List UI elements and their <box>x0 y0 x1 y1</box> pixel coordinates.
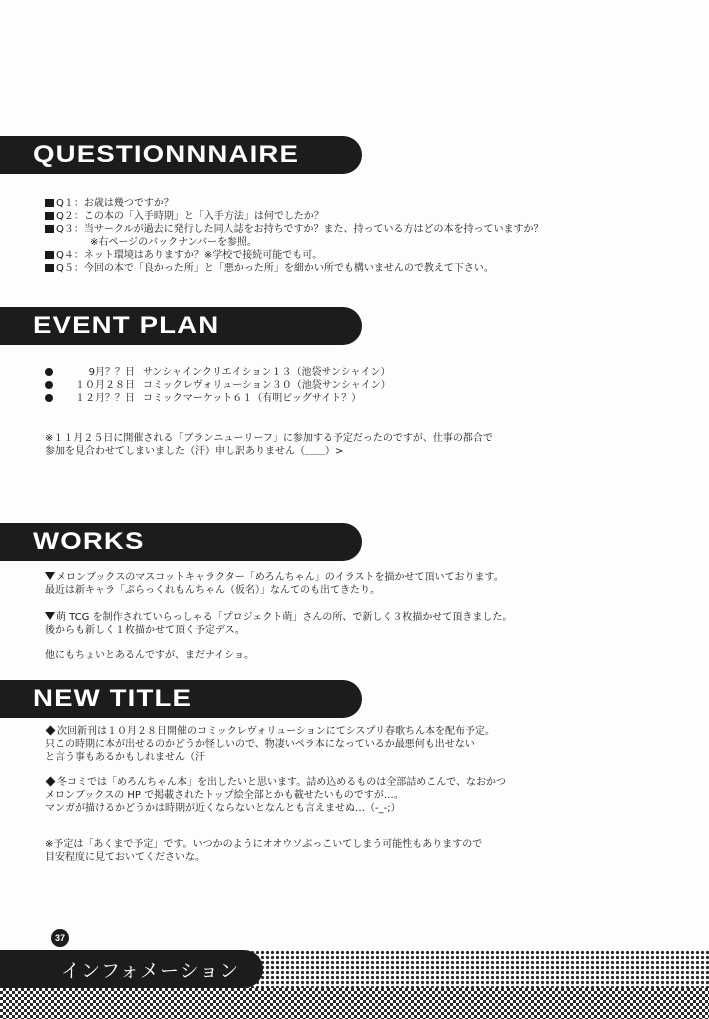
questionnaire-banner <box>0 136 362 174</box>
works-line: 他にもちょいとあるんですが、まだナイショ。 <box>45 650 255 661</box>
new-title-line: 次回新刊は１０月２８日開催のコミックレヴォリューションにてシスプリ春歌ちん本を配布予定。 <box>45 726 495 738</box>
new-title-banner <box>0 680 362 718</box>
new-title-heading: NEW TITLE <box>33 685 193 712</box>
questionnaire-heading: QUESTIONNNAIRE <box>33 141 300 168</box>
diamond-bullet-icon <box>46 726 56 736</box>
new-title-note: ※予定は「あくまで予定」です。いつかのようにオオウソぶっこいてしまう可能性もありますので <box>45 839 483 850</box>
new-title-line: メロンブックスの HP で掲載されたトップ絵全部とかも載せたいものですが…。 <box>45 790 404 801</box>
round-bullet-icon <box>45 381 53 389</box>
page-number-badge: 37 <box>51 929 69 947</box>
event-item: 9月？？日 サンシャインクリエイション１３（池袋サンシャイン） <box>45 367 391 379</box>
question-note: ※右ページのバックナンバーを参照。 <box>90 237 257 248</box>
new-title-line: と言う事もあるかもしれません（汗 <box>45 752 205 763</box>
new-title-note: 目安程度に見ておいてくださいな。 <box>45 852 205 863</box>
question-item: Q２：この本の「入手時期」と「入手方法」は何でしたか？ <box>45 211 324 223</box>
event-item: １２月？？日 コミックマーケット６１（有明ビッグサイト？） <box>45 393 361 405</box>
round-bullet-icon <box>45 368 53 376</box>
works-line: 後からも新しく１枚描かせて頂く予定デス。 <box>45 625 245 636</box>
works-heading: WORKS <box>33 528 145 555</box>
square-bullet-icon <box>45 251 54 259</box>
event-note: ※１１月２５日に開催される「ブランニューリーフ」に参加する予定だったのですが、仕事の都合で <box>45 433 493 444</box>
square-bullet-icon <box>45 225 54 233</box>
footer-checker-pattern <box>0 988 709 1019</box>
square-bullet-icon <box>45 212 54 220</box>
event-plan-banner <box>0 307 362 345</box>
event-note: 参加を見合わせてしまいました（汗）申し訳ありません（＿＿）> <box>45 446 344 457</box>
question-item: Q３：当サークルが過去に発行した同人誌をお持ちですか？また、持っている方はどの本を持っていますか？ <box>45 224 543 236</box>
square-bullet-icon <box>45 199 54 207</box>
works-line: メロンブックスのマスコットキャラクター「めろんちゃん」のイラストを描かせて頂いております。 <box>45 572 504 584</box>
square-bullet-icon <box>45 264 54 272</box>
triangle-bullet-icon <box>45 572 55 580</box>
works-banner <box>0 523 362 561</box>
new-title-line: 冬コミでは「めろんちゃん本」を出したいと思います。詰め込めるものは全部詰めこんで、なおかつ <box>45 777 506 789</box>
diamond-bullet-icon <box>46 777 56 787</box>
question-item: Q５：今回の本で「良かった所」と「悪かった所」を細かい所でも構いませんので教えて下さい。 <box>45 263 494 275</box>
works-line: 萌 TCG を制作されていらっしゃる「プロジェクト萌」さんの所、で新しく３枚描かせて頂きました。 <box>45 612 512 624</box>
new-title-line: マンガが描けるかどうかは時期が近くならないとなんとも言えませぬ…（-_-;） <box>45 803 401 814</box>
new-title-line: 只この時期に本が出せるのかどうか怪しいので、物凄いペラ本になっているか最悪何も出せない <box>45 739 475 750</box>
round-bullet-icon <box>45 394 53 402</box>
event-plan-heading: EVENT PLAN <box>33 312 220 339</box>
footer-title: インフォメーション <box>51 950 263 988</box>
question-item: Q４：ネット環境はありますか？※学校で接続可能でも可。 <box>45 250 322 262</box>
works-line: 最近は新キャラ「ぷらっくれもんちゃん（仮名）」なんてのも出てきたり。 <box>45 585 380 596</box>
question-item: Q１：お歳は幾つですか？ <box>45 198 174 210</box>
triangle-bullet-icon <box>45 612 55 620</box>
event-item: １０月２８日 コミックレヴォリューション３０（池袋サンシャイン） <box>45 380 391 392</box>
